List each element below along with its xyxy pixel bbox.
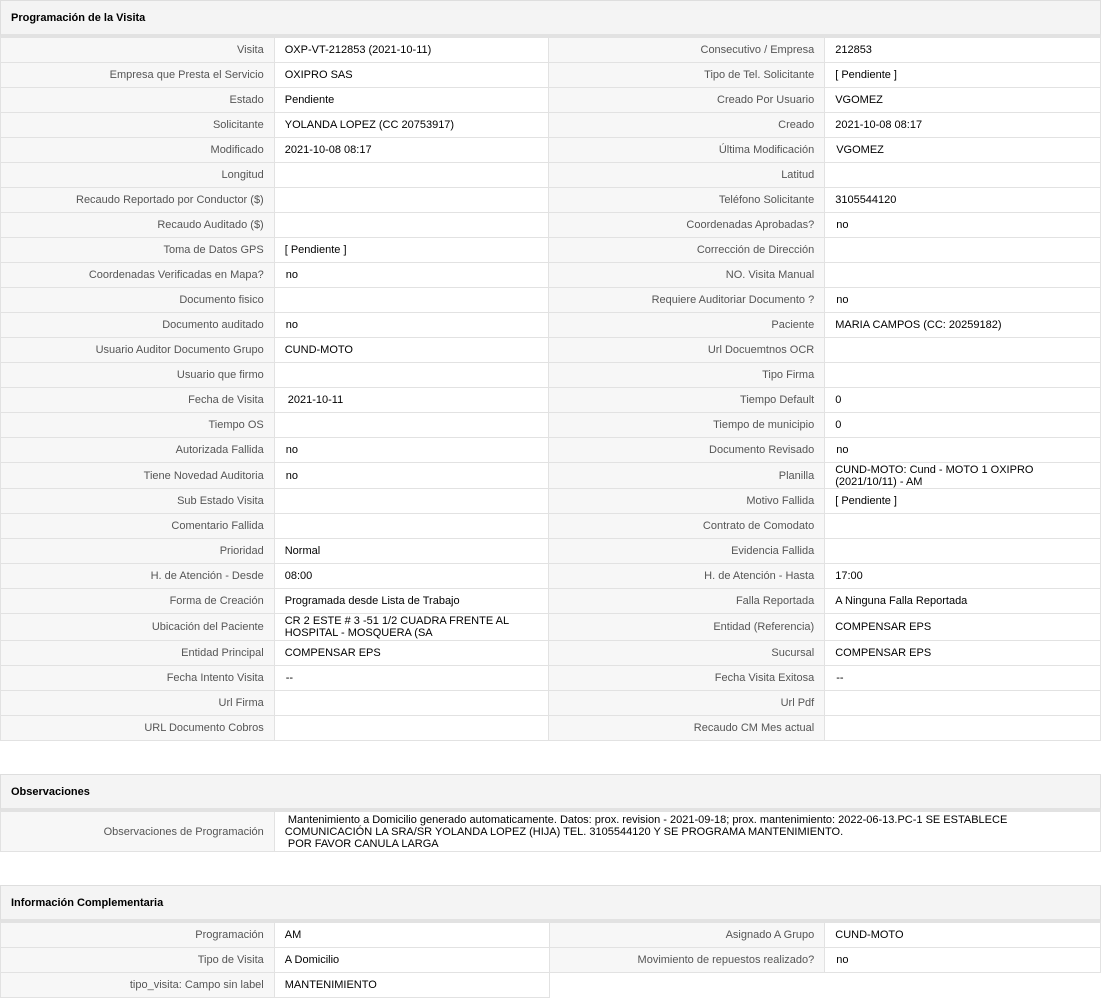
label-asignado-a-grupo: Asignado A Grupo [549,923,825,948]
value-coordenadas-aprobadas: no [825,213,1101,238]
value-telefono-solicitante: 3105544120 [825,188,1101,213]
label-documento-fisico: Documento fisico [1,288,275,313]
table-row [1,288,1101,313]
label-planilla: Planilla [549,463,825,489]
label-url-firma: Url Firma [1,691,275,716]
value-movimiento-de-repuestos-realizado: no [825,948,1101,973]
label-autorizada-fallida: Autorizada Fallida [1,438,275,463]
value-contrato-de-comodato [825,514,1101,539]
label-estado: Estado [1,88,275,113]
table-row [1,363,1101,388]
value-correccion-de-direccion [825,238,1101,263]
value-documento-auditado: no [274,313,549,338]
value-empresa-que-presta-el-servicio: OXIPRO SAS [274,63,549,88]
value-usuario-auditor-documento-grupo: CUND-MOTO [274,338,549,363]
label-entidad-principal: Entidad Principal [1,641,275,666]
value-longitud [274,163,549,188]
value-entidad-principal: COMPENSAR EPS [274,641,549,666]
label-url-pdf: Url Pdf [549,691,825,716]
label-recaudo-cm-mes-actual: Recaudo CM Mes actual [549,716,825,741]
table-row [1,63,1101,88]
observaciones-table [0,811,1101,852]
label-ubicacion-del-paciente: Ubicación del Paciente [1,614,275,641]
value-sub-estado-visita [274,489,549,514]
label-documento-auditado: Documento auditado [1,313,275,338]
empty-cell [825,973,1101,998]
value-solicitante: YOLANDA LOPEZ (CC 20753917) [274,113,549,138]
observaciones-label: Observaciones de Programación [1,812,275,852]
value-programacion: AM [274,923,549,948]
value-requiere-auditoriar-documento: no [825,288,1101,313]
value-consecutivo-empresa: 212853 [825,38,1101,63]
table-row [1,263,1101,288]
table-row [1,716,1101,741]
value-no-visita-manual [825,263,1101,288]
label-documento-revisado: Documento Revisado [549,438,825,463]
value-url-pdf [825,691,1101,716]
value-estado: Pendiente [274,88,549,113]
label-requiere-auditoriar-documento: Requiere Auditoriar Documento ? [549,288,825,313]
value-visita: OXP-VT-212853 (2021-10-11) [274,38,549,63]
table-row [1,691,1101,716]
label-recaudo-reportado-por-conductor: Recaudo Reportado por Conductor ($) [1,188,275,213]
value-planilla: CUND-MOTO: Cund - MOTO 1 OXIPRO (2021/10/11) - AM [825,463,1101,489]
table-row [1,489,1101,514]
value-entidad-referencia: COMPENSAR EPS [825,614,1101,641]
value-h-de-atencion-desde: 08:00 [274,564,549,589]
table-row [1,666,1101,691]
value-tiempo-os [274,413,549,438]
table-row [1,463,1101,489]
label-evidencia-fallida: Evidencia Fallida [549,539,825,564]
value-tipo-de-tel-solicitante: [ Pendiente ] [825,63,1101,88]
table-row [1,163,1101,188]
label-movimiento-de-repuestos-realizado: Movimiento de repuestos realizado? [549,948,825,973]
value-h-de-atencion-hasta: 17:00 [825,564,1101,589]
label-contrato-de-comodato: Contrato de Comodato [549,514,825,539]
table-row [1,138,1101,163]
value-fecha-intento-visita: -- [274,666,549,691]
value-url-firma [274,691,549,716]
value-documento-revisado: no [825,438,1101,463]
label-modificado: Modificado [1,138,275,163]
table-row [1,113,1101,138]
value-motivo-fallida: [ Pendiente ] [825,489,1101,514]
label-prioridad: Prioridad [1,539,275,564]
table-row [1,812,1101,852]
table-row [1,564,1101,589]
label-paciente: Paciente [549,313,825,338]
programacion-header: Programación de la Visita [0,0,1101,37]
section-spacer [0,852,1101,885]
observaciones-text: Mantenimiento a Domicilio generado automaticamente. Datos: prox. revision - 2021-09-18; prox. mantenimiento: 2022-06-13.PC-1 SE ESTABLECE COMUNICACIÓN LA SRA/SR YOLANDA LOPEZ (HIJA) TEL. 3105544120 Y SE PROGRAMA MANTENIMIENTO. POR FAVOR CANULA LARGA [274,812,1100,852]
label-sub-estado-visita: Sub Estado Visita [1,489,275,514]
label-tiempo-de-municipio: Tiempo de municipio [549,413,825,438]
label-coordenadas-aprobadas: Coordenadas Aprobadas? [549,213,825,238]
label-recaudo-auditado: Recaudo Auditado ($) [1,213,275,238]
complementaria-section [0,885,1101,998]
value-comentario-fallida [274,514,549,539]
label-longitud: Longitud [1,163,275,188]
label-ultima-modificacion: Última Modificación [549,138,825,163]
label-empresa-que-presta-el-servicio: Empresa que Presta el Servicio [1,63,275,88]
value-recaudo-cm-mes-actual [825,716,1101,741]
value-tipo-visita-campo-sin-label: MANTENIMIENTO [274,973,549,998]
label-visita: Visita [1,38,275,63]
value-creado: 2021-10-08 08:17 [825,113,1101,138]
table-row [1,614,1101,641]
value-toma-de-datos-gps: [ Pendiente ] [274,238,549,263]
label-correccion-de-direccion: Corrección de Dirección [549,238,825,263]
label-falla-reportada: Falla Reportada [549,589,825,614]
observaciones-header: Observaciones [0,774,1101,811]
value-usuario-que-firmo [274,363,549,388]
table-row [1,313,1101,338]
table-row [1,413,1101,438]
value-recaudo-auditado [274,213,549,238]
label-tipo-firma: Tipo Firma [549,363,825,388]
table-row [1,948,1101,973]
label-toma-de-datos-gps: Toma de Datos GPS [1,238,275,263]
label-solicitante: Solicitante [1,113,275,138]
label-entidad-referencia: Entidad (Referencia) [549,614,825,641]
value-coordenadas-verificadas-en-mapa: no [274,263,549,288]
complementaria-header: Información Complementaria [0,885,1101,922]
label-fecha-visita-exitosa: Fecha Visita Exitosa [549,666,825,691]
table-row [1,589,1101,614]
empty-cell [549,973,825,998]
value-url-docuemtnos-ocr [825,338,1101,363]
value-falla-reportada: A Ninguna Falla Reportada [825,589,1101,614]
value-paciente: MARIA CAMPOS (CC: 20259182) [825,313,1101,338]
label-telefono-solicitante: Teléfono Solicitante [549,188,825,213]
table-row [1,923,1101,948]
label-comentario-fallida: Comentario Fallida [1,514,275,539]
value-creado-por-usuario: VGOMEZ [825,88,1101,113]
label-tipo-visita-campo-sin-label: tipo_visita: Campo sin label [1,973,275,998]
label-no-visita-manual: NO. Visita Manual [549,263,825,288]
table-row [1,973,1101,998]
table-row [1,539,1101,564]
label-h-de-atencion-hasta: H. de Atención - Hasta [549,564,825,589]
label-fecha-intento-visita: Fecha Intento Visita [1,666,275,691]
value-evidencia-fallida [825,539,1101,564]
label-consecutivo-empresa: Consecutivo / Empresa [549,38,825,63]
label-latitud: Latitud [549,163,825,188]
value-prioridad: Normal [274,539,549,564]
value-modificado: 2021-10-08 08:17 [274,138,549,163]
value-latitud [825,163,1101,188]
value-ultima-modificacion: VGOMEZ [825,138,1101,163]
value-tiempo-de-municipio: 0 [825,413,1101,438]
label-url-documento-cobros: URL Documento Cobros [1,716,275,741]
table-row [1,438,1101,463]
label-usuario-que-firmo: Usuario que firmo [1,363,275,388]
label-coordenadas-verificadas-en-mapa: Coordenadas Verificadas en Mapa? [1,263,275,288]
label-usuario-auditor-documento-grupo: Usuario Auditor Documento Grupo [1,338,275,363]
value-fecha-visita-exitosa: -- [825,666,1101,691]
value-tiempo-default: 0 [825,388,1101,413]
value-tiene-novedad-auditoria: no [274,463,549,489]
label-h-de-atencion-desde: H. de Atención - Desde [1,564,275,589]
value-recaudo-reportado-por-conductor [274,188,549,213]
value-documento-fisico [274,288,549,313]
label-sucursal: Sucursal [549,641,825,666]
table-row [1,388,1101,413]
label-url-docuemtnos-ocr: Url Docuemtnos OCR [549,338,825,363]
value-sucursal: COMPENSAR EPS [825,641,1101,666]
label-creado: Creado [549,113,825,138]
table-row [1,514,1101,539]
complementaria-table [0,922,1101,998]
table-row [1,188,1101,213]
table-row [1,338,1101,363]
table-row [1,213,1101,238]
table-row [1,38,1101,63]
label-forma-de-creacion: Forma de Creación [1,589,275,614]
value-url-documento-cobros [274,716,549,741]
label-programacion: Programación [1,923,275,948]
value-fecha-de-visita: 2021-10-11 [274,388,549,413]
section-spacer [0,741,1101,774]
value-asignado-a-grupo: CUND-MOTO [825,923,1101,948]
label-fecha-de-visita: Fecha de Visita [1,388,275,413]
label-tiene-novedad-auditoria: Tiene Novedad Auditoria [1,463,275,489]
label-tipo-de-tel-solicitante: Tipo de Tel. Solicitante [549,63,825,88]
label-motivo-fallida: Motivo Fallida [549,489,825,514]
value-forma-de-creacion: Programada desde Lista de Trabajo [274,589,549,614]
value-ubicacion-del-paciente: CR 2 ESTE # 3 -51 1/2 CUADRA FRENTE AL HOSPITAL - MOSQUERA (SA [274,614,549,641]
label-tiempo-os: Tiempo OS [1,413,275,438]
label-creado-por-usuario: Creado Por Usuario [549,88,825,113]
programacion-table [0,37,1101,741]
label-tipo-de-visita: Tipo de Visita [1,948,275,973]
label-tiempo-default: Tiempo Default [549,388,825,413]
value-tipo-firma [825,363,1101,388]
observaciones-section [0,774,1101,852]
table-row [1,88,1101,113]
value-autorizada-fallida: no [274,438,549,463]
table-row [1,238,1101,263]
table-row [1,641,1101,666]
value-tipo-de-visita: A Domicilio [274,948,549,973]
